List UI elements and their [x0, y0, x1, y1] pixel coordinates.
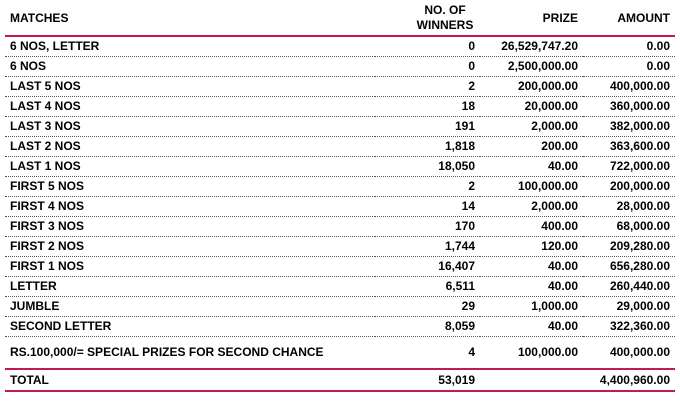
cell-match: FIRST 5 NOS	[10, 179, 85, 193]
cell-amount: 29,000.00	[616, 299, 670, 313]
cell-match: LAST 4 NOS	[10, 99, 81, 113]
cell-winners: 18	[461, 99, 475, 113]
cell-prize: 2,000.00	[531, 119, 578, 133]
table-row	[5, 36, 675, 56]
cell-match: FIRST 3 NOS	[10, 219, 85, 233]
table-row	[5, 136, 675, 156]
table-row	[5, 296, 675, 316]
cell-winners: 0	[468, 39, 475, 54]
table-row	[5, 256, 675, 276]
cell-winners: 4	[468, 345, 475, 360]
table-row	[5, 276, 675, 296]
cell-amount: 400,000.00	[609, 79, 670, 93]
cell-prize: 40.00	[547, 319, 578, 333]
cell-winners: 170	[454, 219, 475, 233]
table-row	[5, 316, 675, 336]
cell-winners: 191	[454, 119, 475, 133]
cell-match: SECOND LETTER	[10, 319, 112, 333]
cell-match: 6 NOS	[10, 59, 47, 73]
cell-amount: 322,360.00	[609, 319, 670, 333]
table-row	[5, 116, 675, 136]
cell-prize: 400.00	[541, 219, 578, 233]
cell-match: LETTER	[10, 279, 57, 293]
cell-amount: 0.00	[646, 59, 670, 73]
cell-prize: 200.00	[541, 139, 578, 153]
table-row	[5, 196, 675, 216]
header-row	[5, 0, 675, 36]
cell-prize: 200,000.00	[517, 79, 578, 93]
table-footer	[5, 369, 675, 391]
cell-winners: 29	[461, 299, 475, 313]
cell-match: FIRST 4 NOS	[10, 199, 85, 213]
cell-amount: 209,280.00	[609, 239, 670, 253]
cell-amount: 200,000.00	[609, 179, 670, 193]
cell-winners: 2	[468, 79, 475, 93]
cell-winners: 6,511	[445, 279, 475, 293]
header-prize: PRIZE	[480, 0, 583, 36]
total-label: TOTAL	[10, 373, 49, 387]
cell-winners: 16,407	[438, 259, 475, 273]
table-row	[5, 56, 675, 76]
header-winners-label: NO. OF WINNERS	[416, 2, 474, 32]
cell-amount: 363,600.00	[609, 139, 670, 153]
cell-prize: 20,000.00	[524, 99, 578, 113]
cell-amount: 722,000.00	[609, 159, 670, 173]
cell-prize: 2,000.00	[531, 199, 578, 213]
cell-amount: 656,280.00	[609, 259, 670, 273]
table-row	[5, 336, 675, 369]
cell-prize: 40.00	[547, 279, 578, 293]
table-row	[5, 216, 675, 236]
total-row	[5, 369, 675, 391]
cell-prize: 1,000.00	[531, 299, 578, 313]
cell-winners: 8,059	[444, 319, 475, 333]
cell-winners: 2	[468, 179, 475, 193]
total-prize	[480, 369, 583, 391]
cell-amount: 68,000.00	[616, 219, 670, 233]
cell-match: LAST 2 NOS	[10, 139, 81, 153]
cell-prize: 2,500,000.00	[507, 59, 578, 73]
cell-amount: 28,000.00	[616, 199, 670, 213]
table-row	[5, 156, 675, 176]
header-winners	[375, 0, 480, 36]
cell-match: LAST 1 NOS	[10, 159, 81, 173]
cell-prize: 100,000.00	[517, 345, 578, 360]
table-header	[5, 0, 675, 36]
header-matches: MATCHES	[5, 0, 375, 36]
cell-match: LAST 3 NOS	[10, 119, 81, 133]
table-row	[5, 96, 675, 116]
cell-prize: 120.00	[541, 239, 578, 253]
total-amount: 4,400,960.00	[599, 373, 670, 387]
table-body	[5, 36, 675, 369]
cell-prize: 26,529,747.20	[501, 39, 578, 54]
cell-winners: 14	[461, 199, 475, 213]
cell-winners: 1,818	[444, 139, 475, 153]
table-row	[5, 76, 675, 96]
table-row	[5, 176, 675, 196]
cell-winners: 1,744	[444, 239, 475, 253]
cell-amount: 400,000.00	[609, 345, 670, 360]
cell-prize: 100,000.00	[517, 179, 578, 193]
cell-prize: 40.00	[547, 159, 578, 173]
cell-winners: 0	[468, 59, 475, 73]
cell-match: RS.100,000/= SPECIAL PRIZES FOR SECOND CHANCE	[10, 345, 324, 360]
cell-prize: 40.00	[547, 259, 578, 273]
cell-amount: 0.00	[646, 39, 670, 54]
cell-amount: 382,000.00	[609, 119, 670, 133]
cell-amount: 260,440.00	[609, 279, 670, 293]
header-amount: AMOUNT	[583, 0, 675, 36]
cell-match: LAST 5 NOS	[10, 79, 81, 93]
cell-amount: 360,000.00	[609, 99, 670, 113]
cell-match: 6 NOS, LETTER	[10, 39, 100, 54]
cell-match: JUMBLE	[10, 299, 60, 313]
cell-winners: 18,050	[438, 159, 475, 173]
table-row	[5, 236, 675, 256]
total-winners: 53,019	[438, 373, 475, 387]
prize-breakdown-table	[5, 0, 675, 392]
cell-match: FIRST 2 NOS	[10, 239, 85, 253]
cell-match: FIRST 1 NOS	[10, 259, 85, 273]
